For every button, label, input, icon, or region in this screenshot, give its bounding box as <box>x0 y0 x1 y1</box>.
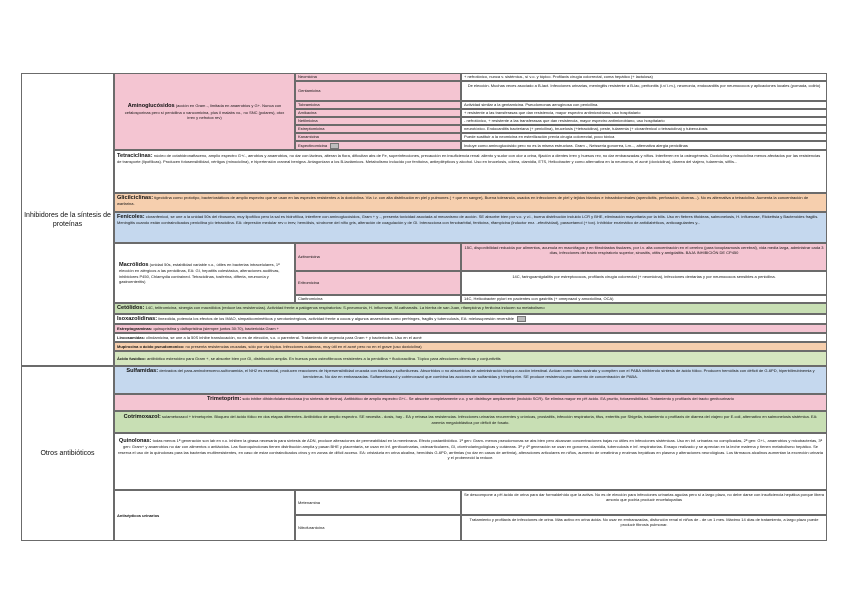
aminoglucosidos-heading: Aminoglucósidos <box>127 103 175 110</box>
drug-kanamicina <box>295 133 461 141</box>
glicilciclinas-block <box>114 193 827 212</box>
antisepticos-label <box>114 490 295 541</box>
drug-estreptomicina <box>295 125 461 133</box>
cotrimoxazol-block <box>114 411 827 433</box>
drug-desc: - nefrotóxico, + resistente a las transferasas que dan resistencia, mayor espectro antimicrobiano, uso hospitalario <box>464 118 665 124</box>
fusidico-text: antibiótico esteroideo para Gram +, se absorbe bien por GI, distribución amplia. En huesos para osteofibrocos resistentes a la penicilina + flucloxacilina. Tópico para afecciones dérmicas y conjuntivitis <box>147 355 501 361</box>
aminoglucosidos-summary-text <box>121 103 288 120</box>
note-box-icon <box>517 316 526 322</box>
drug-desc: Puede sustituir a la neomicina en esterilización previa cirugía colorrectal, poco tóxica <box>464 134 615 140</box>
drug-tobramicina-desc <box>461 101 827 109</box>
drug-azitromicina <box>295 243 461 271</box>
drug-desc: + resistente a las transferasas que dan resistencia, mayor espectro antimicrobiano, uso hospitalario <box>464 110 641 116</box>
drug-gentamicina <box>295 81 461 101</box>
macrolidos-summary-text <box>119 262 290 284</box>
isoxazolidinas-heading: Isoxazolidinas: <box>117 315 158 322</box>
drug-desc: 15C, disponibilidad reducida por alimentos, acumula en macrófagos y en fibroblastos tisulares, por i.v. alta concentración en el cerebro (para toxoplasmosis cerebral), vida media larga, administrar cada 3 días, infecciones del tracto respiratorio superior, sinusitis, otitis y amigdalitis. BAJA INHIBICIÓN DE CP450 <box>464 245 824 256</box>
lincosamidas-block <box>114 333 827 342</box>
cotrimoxazol-text: sulametoxazol + trimetoprim. Bloqueo del ácido fólico en dos etapas diferentes. Antibiótico de amplio espectro. SE necesita - dosis, hay - EA y retrasa las resistencias. Infecciones urinarias recurrentes y crónicas, prostatitis, infección respiratoria, tifus, enteritis por Shigella, tratamiento o profilaxis de diarrea del viajero por E.coli, alternativo en salmonelosis sistémica. EA: anemia megaloblástica por déficit de fosato. <box>162 414 818 426</box>
isoxazolidinas-content <box>117 316 526 322</box>
drug-gentamicina-desc <box>461 81 827 101</box>
drug-kanamicina-desc <box>461 133 827 141</box>
glicilciclinas-text: tigeciclina como prototipo, bacteriostáticos de amplio espectro que se usan en las especies resistentes a la doxiciclina. Vía i.v. con alta distribución en piel y pulmones ( + que en sangre), Buena tolerancia, usados en infecciones de piel y tejidos blandos e intraabdominales (apendicitis, perforación, úlceras...). No es alternativa a tetraciclina. Aumenta la concentración de warfarina. <box>117 195 809 207</box>
section-inhibitors-label: Inhibidores de la síntesis de proteínas <box>24 211 111 228</box>
drug-nitrofurantoina <box>295 515 461 541</box>
drug-azitromicina-desc <box>461 243 827 271</box>
cetolidos-heading: Cetólidos: <box>117 305 145 312</box>
estreptograminas-heading: Estreptograminas: <box>117 325 153 331</box>
isoxazolidinas-text: linezolida, potencia los efectos de los IMAO, simpaticomiméticos y serotoninérgicos, actividad frente a cocos y algunos anaerobios como perfringes, fragilis y tuberculosis, EA: mielosupresión reversible <box>158 315 514 321</box>
drug-name: Neomicina <box>298 74 317 80</box>
drug-metenamina <box>295 490 461 515</box>
antisepticos-heading: Antisépticos urinarios <box>117 512 160 518</box>
tetraciclinas-text: núcleo de octahidronaftaceno, amplio espectro G+/-, aerobios y anaerobios, no dar con lácteos, alteran la flora, dificultan abs de Fe, superinfecciones, precaución en insuficiencia renal: aliento y sudor con olor a orina, fijación a dientes irrev y huesos rev, no dar embarazadas y niños. Interfieren en la osteogénesis. Doxiciclina y minociclina menos afectados por las resistencias de transporte (lipofílicas). Producen fotosensibilidad, vértigos (minociclina), e hipertensión craneal benigna. Antagonizan a los B-lactámicos. Metabolismo inducido por fenitoína, antiepilépticos y alcohol. Uso en brucelosis, cólera, clamidia, ETS, Helicobacter y como alternativa en la neumonía, el acné (doxiciclina), diarrea del viajero, tularemia, sífilis... <box>117 153 821 165</box>
cetolidos-block <box>114 303 827 314</box>
trimetoprim-text: solo inhibe dihidrofolatoreductasa (no síntesis de timina). Antibiótico de amplio espectro G+/-. Se absorbe completamente v.o. y se distribuye ampliamente (incluido SCR). Se elimina mayor en pH ácido. EA prurito, fotosensibilidad. Tratamiento y profilaxis del tracto genitourinario <box>242 396 734 401</box>
drug-desc: 14C, Helicobacter pylori en pacientes con gastritis (+ omeprazol y amoxicilina, OCA) <box>464 296 614 302</box>
drug-desc: Tratamiento y profilaxis de infecciones de orina. Más activo en orina ácida. No usar en embarazadas, disfunción renal ni niños de - de un 1 mes. Máximo 14 días de tratamiento, a largo plazo puede producir fibrosis pulmonar. <box>469 517 819 528</box>
drug-name: Gentamicina <box>298 88 321 94</box>
macrolidos-heading: Macrólidos <box>119 261 149 268</box>
quinolonas-block <box>114 433 827 490</box>
drug-name: Kanamicina <box>298 134 319 140</box>
drug-espectinomicina <box>295 141 461 150</box>
fusidico-block <box>114 351 827 366</box>
section-others-label: Otros antibióticos <box>40 450 95 457</box>
mupirocina-block <box>114 342 827 351</box>
drug-desc: neurotóxico. Endocarditis bacteriana (+ penicilina), brucelosis (+tetraciclina), peste, tularemia (+ cloranfenicol o tetraciclina) y tuberculosis <box>464 126 708 132</box>
drug-eritromicina <box>295 271 461 295</box>
drug-nitrofurantoina-desc <box>461 515 827 541</box>
drug-espectinomicina-desc <box>461 141 827 150</box>
drug-desc: Actividad similar a la gentamicina. Pseudomonas aeruginosa con penicilina. <box>464 102 599 108</box>
drug-name: Nitrofurantoína <box>298 525 325 531</box>
note-box-icon <box>330 143 339 149</box>
aminoglucosidos-summary <box>114 73 295 150</box>
sulfamidas-text: derivados del para-aminobenceno-sulfonamida, el NH2 es esencial, producen reacciones de hipersensibilidad cruzada con tiazidas y sulfonilureas. Absorbidos o no absorbidos de administración tópica o acción intestinal. Actúan como falso sustrato y compiten con el PABA inhibiendo síntesis de ácido fólico. Producen hemólisis con déficit de G-6PD, hiperbilirrubinemia y kernicterus. No dar en embarazadas. Sulfametoxazol y cotrimoxazol que combina las acciones de sulfamidas y trimetoprim. SE produce resistencia por aumento de concentración de PABA. <box>159 368 815 380</box>
drug-eritromicina-desc <box>461 271 827 295</box>
fenicoles-text: cloranfenicol, se une a la unidad 50s del ribosoma, muy lipofílico pero la sal es hidrofílica, interfiere con aminoglucósidos, Gram + y -, presenta toxicidad asociada al mecanismo de acción. SE absorbe bien por v.o. y v.i., buena distribución incluido LCR y BHE, eliminación mayoritaria por la bilis. Uso en fiebres tifoideas, salmonelosis, H. influenzae, Rickettsia y Bacteroides fragilis. Meningitis cuando están contraindicados penicilina y/o tetraciclina. EA: depresión medular rev o irrev, hemólisis, síndrome del niño gris, alteración de coagulación y de GI. Interacciona con fenobarbital, fenitoína, rifampicina (inductor enz. -efectividad), paracetamol (+ tox). Inhibidor enzimático de antidiabéticos, anticoagulantes y... <box>117 214 819 226</box>
tetraciclinas-block <box>114 150 827 193</box>
fusidico-heading: Ácido fusídico: <box>117 355 146 361</box>
macrolidos-summary <box>114 243 295 303</box>
mupirocina-text: no presenta resistencias cruzadas, sólo por vía tópica. Infecciones cutáneas, muy útil en el acné pero no en el grave (uso doxiciclina) <box>185 343 422 349</box>
drug-netilmicina <box>295 117 461 125</box>
quinolonas-text: todas menos 1ª generación son lab en v.o. inhiben la girasa necesaria para síntesis de ADN, produce alteraciones de permeabilidad en la membrana. Efecto postantibiótico. 1ª gen: Gram- menos pseudomonas se abs bien pero alcanzan concentraciones bajas no útiles en infecciones sistémicas. Uso en inf. urinarias no complicadas, 2ª gen: G+/-, anaerobios y micobacterias, 3ª gen: Gram+ y anaerobios no dar con alimentos o antiácidos. Las fluoroquinolonas tienen distribución amplia y pasan BHE y placentaria, se usan en inf. genitourinarias, osteoarticulares, GI, otorrinolaringológicas y cutáneas. 3ª y 4ª generación se usan en gonorrea, clamidia, tuberculosis e inf. respiratorias. Ensayo realizado y se aprecian en la leche materna y tienen metabolismo hepático. Se reserva el uso de la quinolonas para las bacterias multirresistentes, en caso de estar contraindicados otros y en zonas de difícil acceso. EA: cristaluria en orina alcalina, hemólisis G-6PD, arritmias (no dar en casos de arritmia), alteraciones articulares en niños, aumento de creatinina y enzimas hepáticas en plasma y alteraciones neurológicas. Los fármacos alcalinos aumentan la excreción urinaria y el probenecid la reduce. <box>117 438 824 460</box>
drug-name: Estreptomicina <box>298 126 325 132</box>
glicilciclinas-heading: Glicilciclinas: <box>117 195 154 201</box>
drug-claritromicina-desc <box>461 295 827 303</box>
trimetoprim-heading: Trimetoprim: <box>207 396 242 402</box>
drug-desc: + nefrotóxico, nunca v. sistémica., sí v.o. y tópico. Profilaxis cirugía colorrectal, coma hepático (+ lactulosa) <box>464 74 653 80</box>
drug-name: Espectinomicina <box>298 142 328 148</box>
fusidico-content <box>117 356 501 361</box>
quinolonas-heading: Quinolonas: <box>118 438 152 444</box>
lincosamidas-content <box>117 335 422 340</box>
tetraciclinas-heading: Tetraciclinas: <box>117 153 153 159</box>
mupirocina-heading: Mupirocina o ácido pseudomonico: <box>117 343 185 349</box>
cotrimoxazol-heading: Cotrimoxazol: <box>123 414 161 420</box>
fenicoles-heading: Fenicoles: <box>117 214 145 220</box>
drug-name: Claritromicina <box>298 296 323 302</box>
drug-desc: Incluye como aminoglucósido pero no es la misma estructura. Gram -, Neisseria gonorrea, Lm..., alternativa alergia penicilinas <box>464 142 688 148</box>
drug-claritromicina <box>295 295 461 303</box>
fenicoles-block <box>114 212 827 243</box>
drug-netilmicina-desc <box>461 117 827 125</box>
section-inhibitors <box>21 73 114 366</box>
macrolidos-summary-body: (unidad 50s, estabilidad variable v.o., útiles en bacterias intracelulares, 1ª elección en alérgicos a las penicilinas, EA: GI, hepatitis colestásica, alteraciones auditivas, inhibidores P450, Chlamydia contrained. Tetraciclinas, tosferina, difteria, neumonía y gastroenteritis) <box>119 261 280 284</box>
drug-name: Eritromicina <box>298 280 320 286</box>
drug-estreptomicina-desc <box>461 125 827 133</box>
cetolidos-text: 14C, telitromicina, sinergia con macrólidos (reduce las resistencias). Actividad frente a patógenos respiratorios: S.pneumonia, H. influenzae, M.catharralis. La hierba de san Juan, rifampicina y fenitoína inducen su metabolismo <box>145 305 545 311</box>
drug-tobramicina <box>295 101 461 109</box>
estreptograminas-block <box>114 324 827 333</box>
drug-name: Amikacina <box>298 110 317 116</box>
cetolidos-content <box>117 305 545 311</box>
trimetoprim-block <box>114 394 827 411</box>
mupirocina-content <box>117 344 422 349</box>
aminoglucosidos-summary-body: (acción en Gram -, limitada en anaerobios y G+. Nunca con cefalosporinas pero sí penicilina o vancomicina, plus il malabs vo., no SNC (polares), otox irrev y nefrotox rev) <box>124 103 285 120</box>
drug-desc: De elección. Muchas veces asociado a B-lact. Infecciones urinarias, meningitis resistente a B-lac, peritonitis (i.v/ i.m.), neumonía, endocarditis por neumococos y aplicaciones locales (pomada, colirio) <box>467 83 821 88</box>
lincosamidas-text: clindamicina, se une a la 50S inhibe translocación, no es de elección, v.o. o parenteral. Tratamiento de urgencia para Gram + y bacteriodes. Uso en el acné <box>146 334 422 340</box>
sulfamidas-block <box>114 366 827 394</box>
drug-name: Azitromicina <box>298 254 320 260</box>
drug-amikacina <box>295 109 461 117</box>
estreptograminas-content <box>117 326 279 331</box>
drug-desc: 14C, faringoamigdalitis por estreptococos, profilaxis cirugía colorrectal (+ neomicina), infecciones dentarias y por neumococos sensibles a penicilina. <box>512 274 776 279</box>
drug-metenamina-desc <box>461 490 827 515</box>
isoxazolidinas-block <box>114 314 827 324</box>
drug-name: Netilmicina <box>298 118 318 124</box>
drug-desc: Se descompone a pH ácido de orina para dar formaldehído que la activa. No es de elección para infecciones urinarias agudas pero sí a largo plazo, no debe darse con insuficiencia hepática porque libera amonio que podría producir encefalopatías <box>464 492 825 503</box>
estreptograminas-text: quinupristina y dalfopristina (siempre juntos 30:70), bactericida Gram + <box>153 325 279 331</box>
drug-name: Metenamina <box>298 499 321 505</box>
drug-neomicina <box>295 73 461 81</box>
section-others <box>21 366 114 541</box>
lincosamidas-heading: Lincosamidas: <box>117 334 146 340</box>
sulfamidas-heading: Sulfamidas: <box>126 368 159 374</box>
drug-neomicina-desc <box>461 73 827 81</box>
drug-amikacina-desc <box>461 109 827 117</box>
drug-name: Tobramicina <box>298 102 320 108</box>
